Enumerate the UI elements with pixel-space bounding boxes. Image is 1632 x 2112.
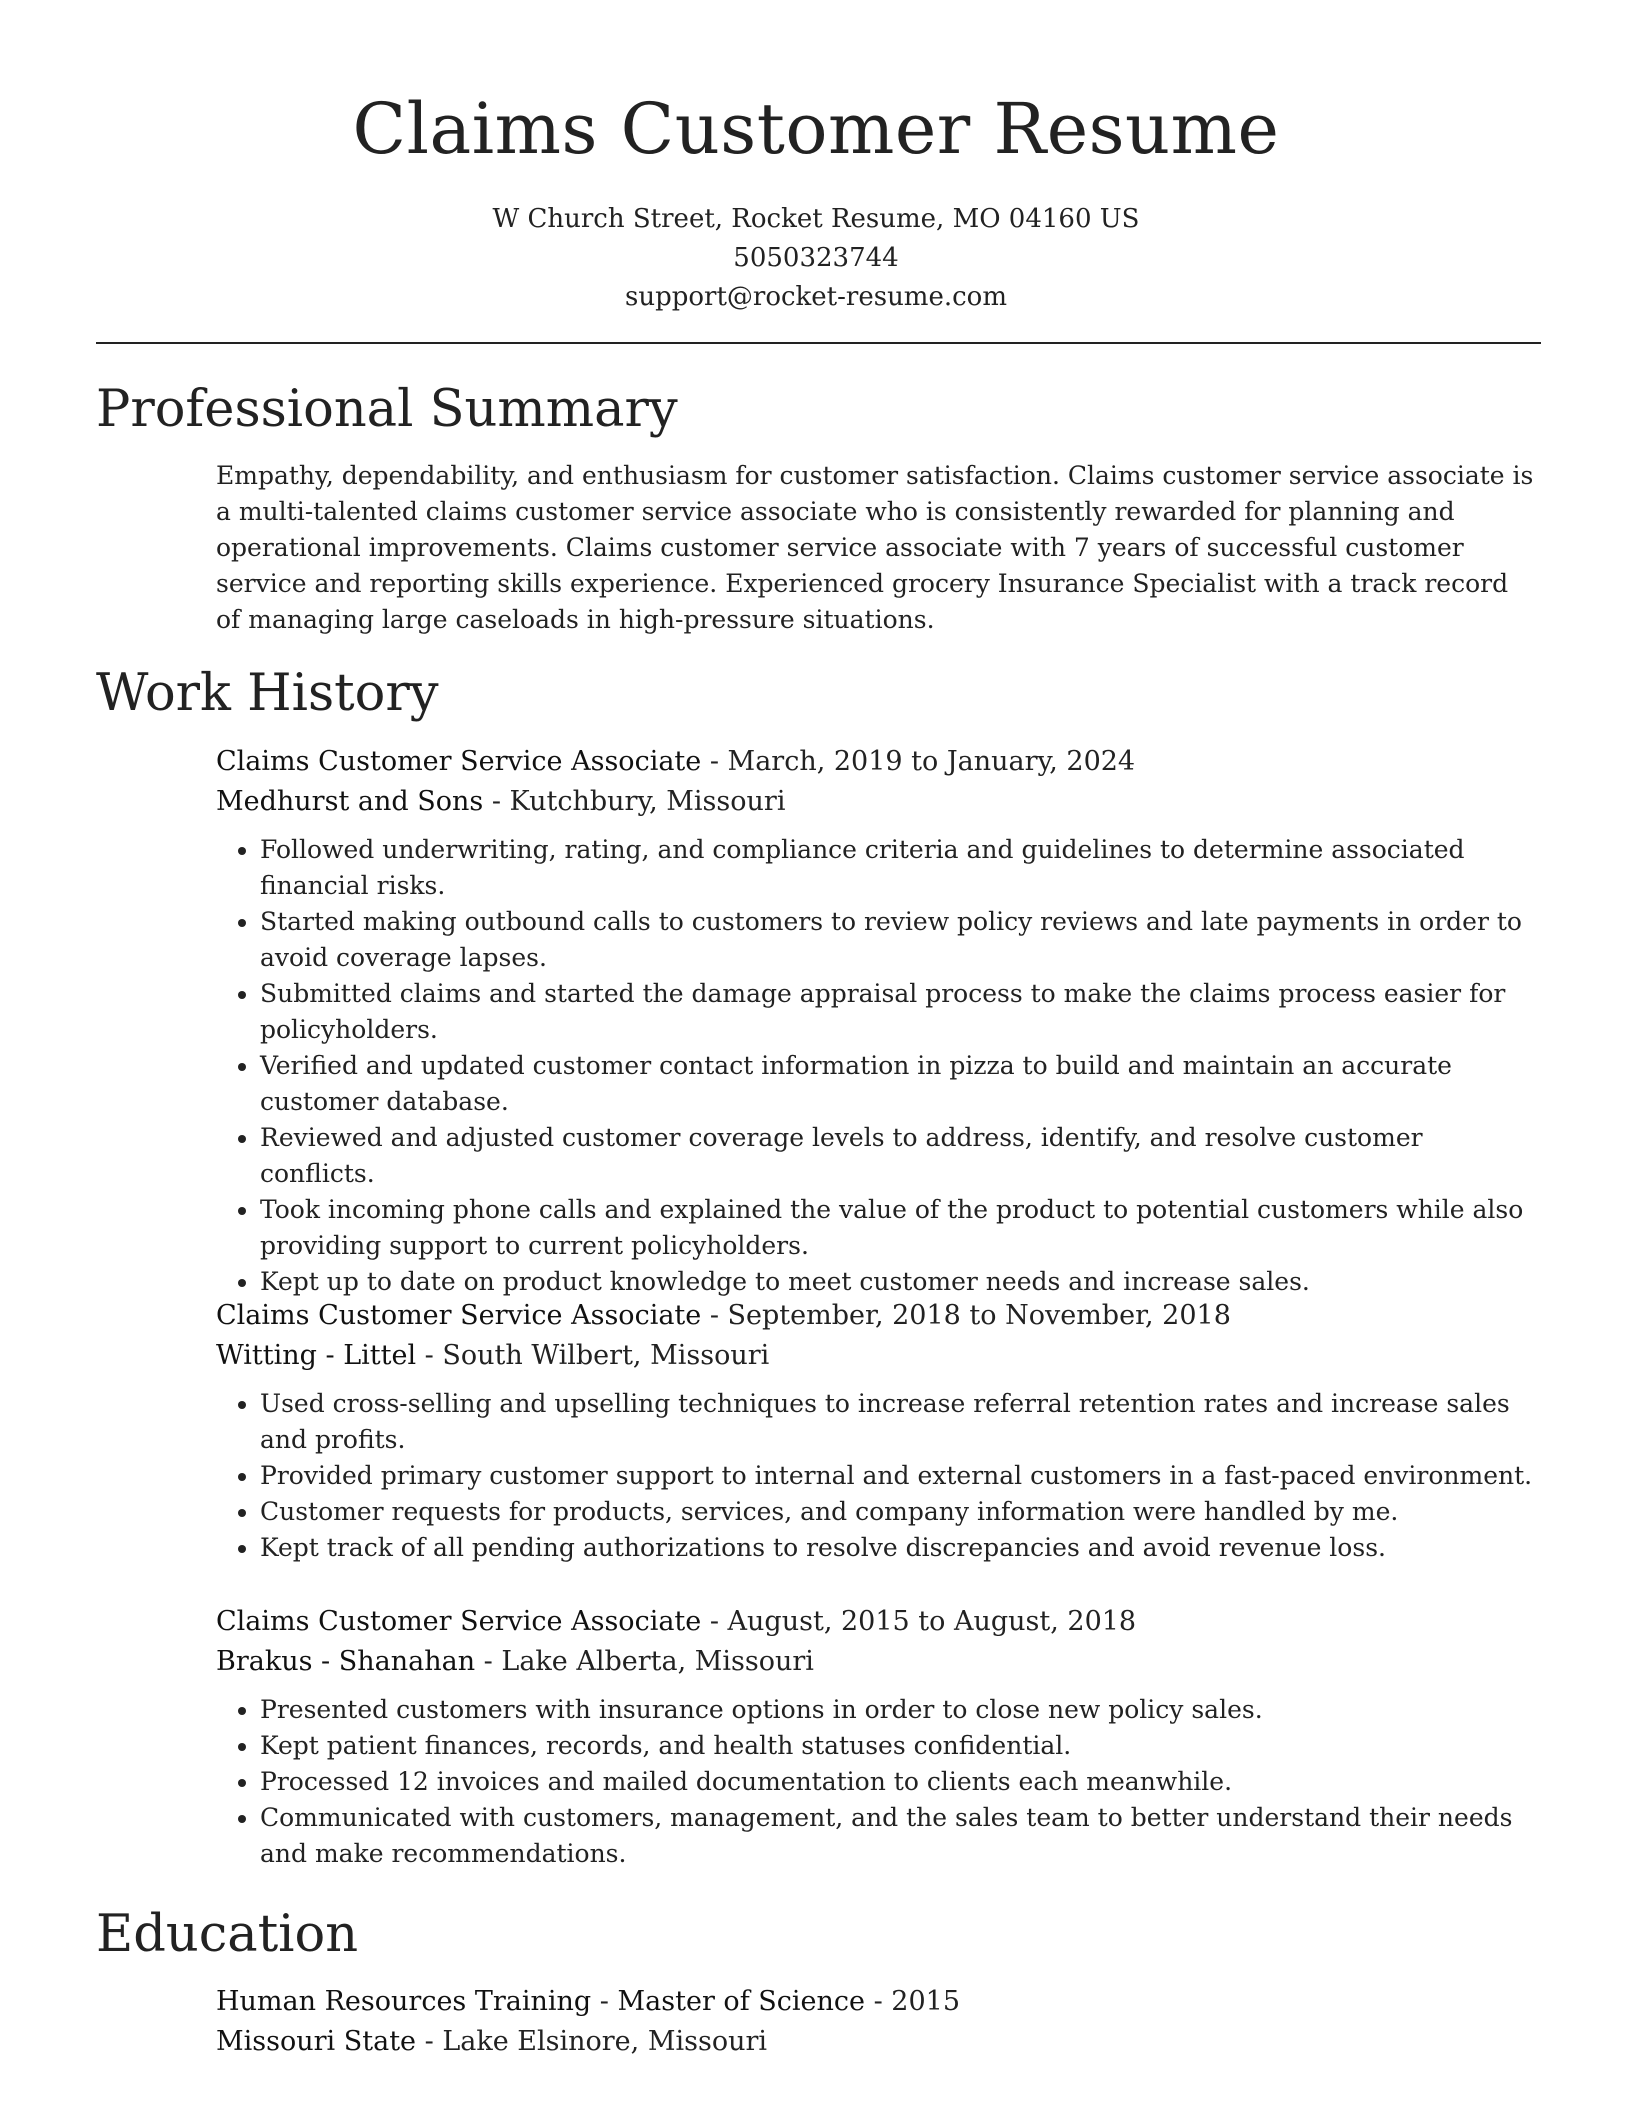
job-heading — [216, 1602, 1536, 1642]
education-location: Lake Elsinore, Missouri — [442, 2026, 768, 2057]
duty-item: • Used cross-selling and upselling techniques to increase referral retention rates and increase sales and profits. — [260, 1386, 1536, 1458]
job-role: Claims Customer Service Associate — [216, 746, 702, 777]
duty-item: • Provided primary customer support to internal and external customers in a fast-paced environment. — [260, 1458, 1536, 1494]
resume-header — [0, 0, 1632, 317]
job-location: Kutchbury, Missouri — [509, 786, 786, 817]
duty-item: • Communicated with customers, management, and the sales team to better understand their needs and make recommendations. — [260, 1800, 1536, 1872]
separator: - — [701, 1300, 728, 1331]
duty-item: • Processed 12 invoices and mailed documentation to clients each meanwhile. — [260, 1764, 1536, 1800]
job-entry — [216, 1296, 1536, 1566]
duty-item: • Kept track of all pending authorizations to resolve discrepancies and avoid revenue loss. — [260, 1530, 1536, 1566]
job-location: South Wilbert, Missouri — [442, 1340, 770, 1371]
separator: - — [701, 746, 728, 777]
job-employer — [216, 1336, 1536, 1376]
job-dates: September, 2018 to November, 2018 — [727, 1300, 1231, 1331]
separator: - — [416, 2026, 443, 2057]
contact-block — [0, 200, 1632, 317]
section-title-work-history: Work History — [96, 664, 439, 723]
contact-email: support@rocket-resume.com — [624, 282, 1007, 312]
duty-item: • Submitted claims and started the damage appraisal process to make the claims process easier for policyholders. — [260, 976, 1536, 1048]
job-duties-list — [216, 832, 1536, 1300]
contact-phone: 5050323744 — [733, 243, 899, 273]
education-school-line — [216, 2022, 1536, 2062]
job-duties-list — [216, 1692, 1536, 1872]
duty-item: • Took incoming phone calls and explained the value of the product to potential customers while also providing support to current policyholders. — [260, 1192, 1536, 1264]
duty-item: • Started making outbound calls to customers to review policy reviews and late payments in order to avoid coverage lapses. — [260, 904, 1536, 976]
education-year: 2015 — [891, 1986, 961, 2017]
contact-address: W Church Street, Rocket Resume, MO 04160 US — [492, 204, 1140, 234]
summary-text: Empathy, dependability, and enthusiasm for customer satisfaction. Claims customer service associate is a multi-talented claims customer service associate who is consistently rewarded for planning and operational improvements. Claims customer service associate with 7 years of successful customer service and reporting skills experience. Experienced grocery Insurance Specialist with a track record of managing large caseloads in high-pressure situations. — [216, 461, 1534, 634]
section-title-education: Education — [96, 1905, 359, 1964]
separator: - — [591, 1986, 618, 2017]
education-heading — [216, 1982, 1536, 2022]
job-employer — [216, 782, 1536, 822]
job-duties-list — [216, 1386, 1536, 1566]
separator: - — [701, 1606, 728, 1637]
education-degree: Master of Science — [617, 1986, 865, 2017]
duty-item: • Reviewed and adjusted customer coverage levels to address, identify, and resolve customer conflicts. — [260, 1120, 1536, 1192]
job-heading — [216, 1296, 1536, 1336]
job-entry — [216, 1602, 1536, 1872]
duty-item: • Verified and updated customer contact information in pizza to build and maintain an accurate customer database. — [260, 1048, 1536, 1120]
duty-item: • Presented customers with insurance options in order to close new policy sales. — [260, 1692, 1536, 1728]
job-dates: March, 2019 to January, 2024 — [727, 746, 1136, 777]
education-school: Missouri State — [216, 2026, 417, 2057]
header-divider — [96, 342, 1541, 344]
duty-item: • Kept up to date on product knowledge to meet customer needs and increase sales. — [260, 1264, 1536, 1300]
duty-item: • Customer requests for products, services, and company information were handled by me. — [260, 1494, 1536, 1530]
duty-item: • Kept patient finances, records, and health statuses confidential. — [260, 1728, 1536, 1764]
summary-block — [216, 458, 1536, 638]
education-program: Human Resources Training — [216, 1986, 592, 2017]
separator: - — [416, 1340, 443, 1371]
job-company: Witting - Littel — [216, 1340, 417, 1371]
section-title-summary: Professional Summary — [96, 380, 678, 439]
separator: - — [475, 1646, 502, 1677]
job-company: Medhurst and Sons — [216, 786, 484, 817]
job-employer — [216, 1642, 1536, 1682]
job-heading — [216, 742, 1536, 782]
job-entry — [216, 742, 1536, 1300]
resume-name: Claims Customer Resume — [352, 88, 1280, 170]
duty-item: • Followed underwriting, rating, and compliance criteria and guidelines to determine associated financial risks. — [260, 832, 1536, 904]
job-location: Lake Alberta, Missouri — [501, 1646, 814, 1677]
separator: - — [483, 786, 510, 817]
job-role: Claims Customer Service Associate — [216, 1606, 702, 1637]
job-dates: August, 2015 to August, 2018 — [727, 1606, 1137, 1637]
separator: - — [865, 1986, 892, 2017]
education-entry — [216, 1982, 1536, 2062]
job-company: Brakus - Shanahan — [216, 1646, 476, 1677]
job-role: Claims Customer Service Associate — [216, 1300, 702, 1331]
